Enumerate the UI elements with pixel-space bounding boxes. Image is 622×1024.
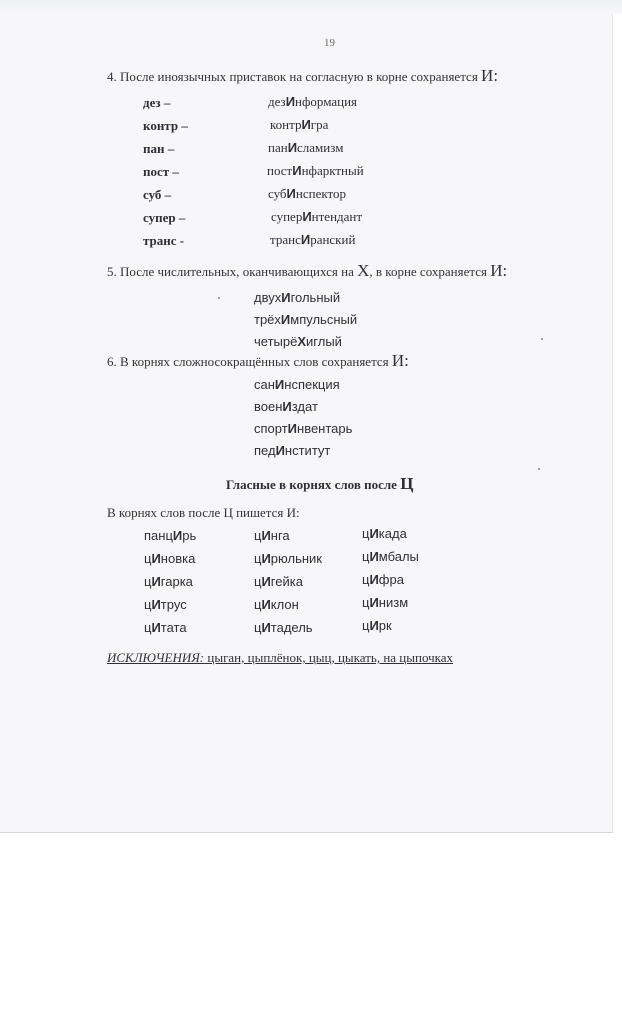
example-word: цИрк [362,618,392,633]
section-title: Гласные в корнях слов после Ц [226,474,414,493]
example-word: постИнфарктный [267,163,364,178]
scan-speck [218,297,220,299]
example-word: трёхИмпульсный [254,312,358,327]
example-word: панцИрь [144,528,197,543]
example-word: субИнспектор [268,186,346,201]
prefix-label: пан – [143,141,175,156]
page-number: 19 [324,37,335,49]
exceptions-list: цыган, цыплёнок, цыц, цыкать, на цыпочках [204,650,454,665]
prefix-label: дез – [143,95,171,110]
example-word: трансИранский [270,232,356,247]
prefix-label: пост – [143,164,179,179]
rule5-letter: И: [490,261,508,280]
example-word: санИнспекция [254,377,340,392]
rule4-text: 4. После иноязычных приставок на согласную в корне сохраняется [107,69,482,84]
scan-speck [538,468,540,470]
example-word: панИсламизм [268,140,344,155]
prefix-label: супер – [143,210,186,225]
example-word: цИрюльник [254,551,322,566]
rule6-heading: 6. В корнях сложносокращённых слов сохраняется И: [107,351,409,370]
prefix-label: контр – [143,118,188,133]
scan-edge [0,0,622,14]
example-word: цИклон [254,597,299,612]
example-word: цИтадель [254,620,313,635]
example-word: спортИнвентарь [254,421,353,436]
example-word: двухИгольный [254,290,341,305]
rule5-letter-x: Х [357,261,370,280]
example-word: цИмбалы [362,549,419,564]
example-word: цИтрус [144,597,187,612]
section-title-letter: Ц [400,474,414,493]
prefix-label: суб – [143,187,172,202]
example-word: цИфра [362,572,404,587]
rule4-heading [107,66,498,86]
exceptions-line [107,650,453,666]
rule5-heading: 5. После числительных, оканчивающихся на Х, в корне сохраняется И: [107,261,508,280]
scan-speck [541,338,543,340]
prefix-label: транс - [143,233,185,248]
example-word: контрИгра [270,117,329,132]
example-word: военИздат [254,399,318,414]
example-word: педИнститут [254,443,331,458]
exceptions-label: ИСКЛЮЧЕНИЯ: [107,650,205,665]
example-word: цИновка [144,551,196,566]
rule4-letter: И: [481,66,499,85]
example-word: суперИнтендант [271,209,363,224]
example-word: цИгейка [254,574,303,589]
example-word: дезИнформация [268,94,358,109]
section-intro: В корнях слов после Ц пишется И: [107,505,300,520]
rule6-letter: И: [391,351,409,370]
example-word: четырёХиглый [254,334,342,349]
example-word: цИгарка [144,574,193,589]
example-word: цИкада [362,526,407,541]
example-word: цИнга [254,528,290,543]
example-word: цИнизм [362,595,409,610]
example-word: цИтата [144,620,187,635]
